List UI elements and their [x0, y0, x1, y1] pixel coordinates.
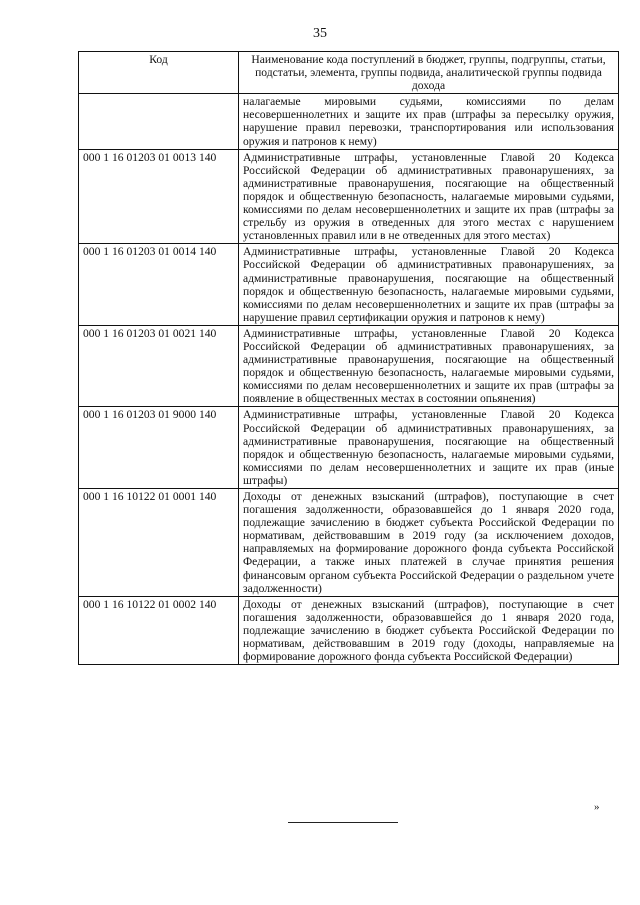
row-description: Административные штрафы, установленные Главой 20 Кодекса Российской Федерации об административных правонарушениях, за административные правонарушения, посягающие на общественный порядок и общественную безопасность, налагаемые мировыми судьями, комиссиями по делам несовершеннолетних и защите их прав (штрафы за нарушение правил сертификации оружия и патронов к нему): [239, 244, 619, 326]
table-row: [79, 407, 619, 489]
row-description: Административные штрафы, установленные Главой 20 Кодекса Российской Федерации об административных правонарушениях, за административные правонарушения, посягающие на общественный порядок и общественную безопасность, налагаемые мировыми судьями, комиссиями по делам несовершеннолетних и защите их прав (иные штрафы): [239, 407, 619, 489]
row-code: 000 1 16 01203 01 0014 140: [79, 244, 239, 326]
row-code: 000 1 16 01203 01 0021 140: [79, 325, 239, 407]
footnote-divider: [288, 822, 398, 823]
row-code: [79, 94, 239, 149]
row-code: 000 1 16 10122 01 0002 140: [79, 596, 239, 664]
table-row: [79, 149, 619, 244]
row-description: Доходы от денежных взысканий (штрафов), поступающие в счет погашения задолженности, образовавшейся до 1 января 2020 года, подлежащие зачислению в бюджет субъекта Российской Федерации по нормативам, действовавшим в 2019 году (доходы, направляемые на формирование дорожного фонда субъекта Российской Федерации): [239, 596, 619, 664]
table-row: [79, 325, 619, 407]
column-header-name: Наименование кода поступлений в бюджет, группы, подгруппы, статьи, подстатьи, элемента, группы подвида, аналитической группы подвида дохода: [239, 52, 619, 94]
row-description: Доходы от денежных взысканий (штрафов), поступающие в счет погашения задолженности, образовавшейся до 1 января 2020 года, подлежащие зачислению в бюджет субъекта Российской Федерации по нормативам, действовавшим в 2019 году (за исключением доходов, направляемых на формирование дорожного фонда субъекта Российской Федерации, а также иных платежей в случае принятия решения финансовым органом субъекта Российской Федерации о раздельном учете задолженности): [239, 489, 619, 597]
row-description: налагаемые мировыми судьями, комиссиями по делам несовершеннолетних и защите их прав (штрафы за пересылку оружия, нарушение правил перевозки, транспортирования или использования оружия и патронов к нему): [239, 94, 619, 149]
page-number: 35: [313, 26, 327, 41]
revenue-codes-table: [78, 51, 619, 665]
row-code: 000 1 16 10122 01 0001 140: [79, 489, 239, 597]
row-description: Административные штрафы, установленные Главой 20 Кодекса Российской Федерации об административных правонарушениях, за административные правонарушения, посягающие на общественный порядок и общественную безопасность, налагаемые мировыми судьями, комиссиями по делам несовершеннолетних и защите их прав (штрафы за появление в общественных местах в состоянии опьянения): [239, 325, 619, 407]
row-code: 000 1 16 01203 01 0013 140: [79, 149, 239, 244]
table-row: [79, 94, 619, 149]
column-header-code: Код: [79, 52, 239, 94]
closing-quote-mark: »: [594, 801, 600, 813]
row-code: 000 1 16 01203 01 9000 140: [79, 407, 239, 489]
table-header-row: [79, 52, 619, 94]
table-row: [79, 244, 619, 326]
row-description: Административные штрафы, установленные Главой 20 Кодекса Российской Федерации об административных правонарушениях, за административные правонарушения, посягающие на общественный порядок и общественную безопасность, налагаемые мировыми судьями, комиссиями по делам несовершеннолетних и защите их прав (штрафы за стрельбу из оружия в отведенных для этого местах с нарушением установленных правил или в не отведенных для этого местах): [239, 149, 619, 244]
table-row: [79, 489, 619, 597]
table-row: [79, 596, 619, 664]
